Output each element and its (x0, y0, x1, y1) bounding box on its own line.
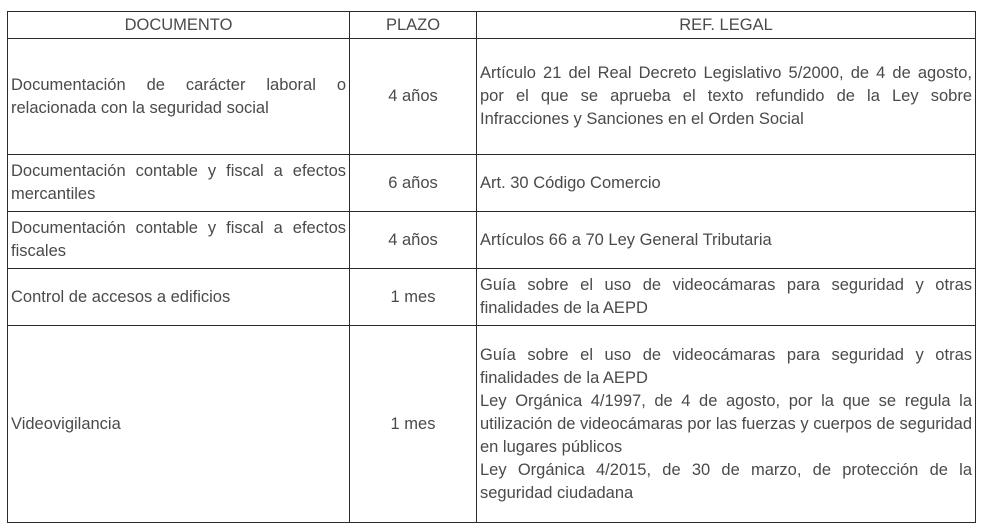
cell-documento: Documentación contable y fiscal a efectos mercantiles (8, 155, 350, 212)
cell-documento: Videovigilancia (8, 326, 350, 523)
table-row (8, 212, 976, 269)
retention-periods-table (7, 11, 976, 523)
ref-legal-paragraph: Guía sobre el uso de videocámaras para seguridad y otras finalidades de la AEPD (480, 276, 972, 317)
cell-ref-legal (477, 155, 976, 212)
cell-documento: Documentación de carácter laboral o relacionada con la seguridad social (8, 39, 350, 155)
table-header-row (8, 12, 976, 39)
cell-plazo: 1 mes (350, 326, 477, 523)
cell-ref-legal (477, 269, 976, 326)
cell-documento: Control de accesos a edificios (8, 269, 350, 326)
header-documento: DOCUMENTO (8, 12, 350, 39)
cell-plazo: 1 mes (350, 269, 477, 326)
table-row (8, 269, 976, 326)
header-ref-legal: REF. LEGAL (477, 12, 976, 39)
ref-legal-paragraph: Art. 30 Código Comercio (480, 173, 661, 192)
cell-documento: Documentación contable y fiscal a efectos fiscales (8, 212, 350, 269)
ref-legal-paragraph: Artículos 66 a 70 Ley General Tributaria (480, 230, 772, 249)
cell-ref-legal (477, 212, 976, 269)
ref-legal-paragraph: Ley Orgánica 4/2015, de 30 de marzo, de protección de la seguridad ciudadana (480, 460, 972, 502)
table-row (8, 155, 976, 212)
ref-legal-paragraph: Artículo 21 del Real Decreto Legislativo 5/2000, de 4 de agosto, por el que se aprueba el texto refundido de la Ley sobre Infracciones y Sanciones en el Orden Social (480, 64, 972, 128)
header-plazo: PLAZO (350, 12, 477, 39)
ref-legal-paragraph: Guía sobre el uso de videocámaras para seguridad y otras finalidades de la AEPD (480, 345, 972, 387)
cell-ref-legal (477, 39, 976, 155)
cell-plazo: 6 años (350, 155, 477, 212)
ref-legal-paragraph: Ley Orgánica 4/1997, de 4 de agosto, por la que se regula la utilización de videocámaras por las fuerzas y cuerpos de seguridad en lugares públicos (480, 391, 972, 456)
cell-plazo: 4 años (350, 39, 477, 155)
cell-plazo: 4 años (350, 212, 477, 269)
cell-ref-legal (477, 326, 976, 523)
table-row (8, 326, 976, 523)
table-row (8, 39, 976, 155)
